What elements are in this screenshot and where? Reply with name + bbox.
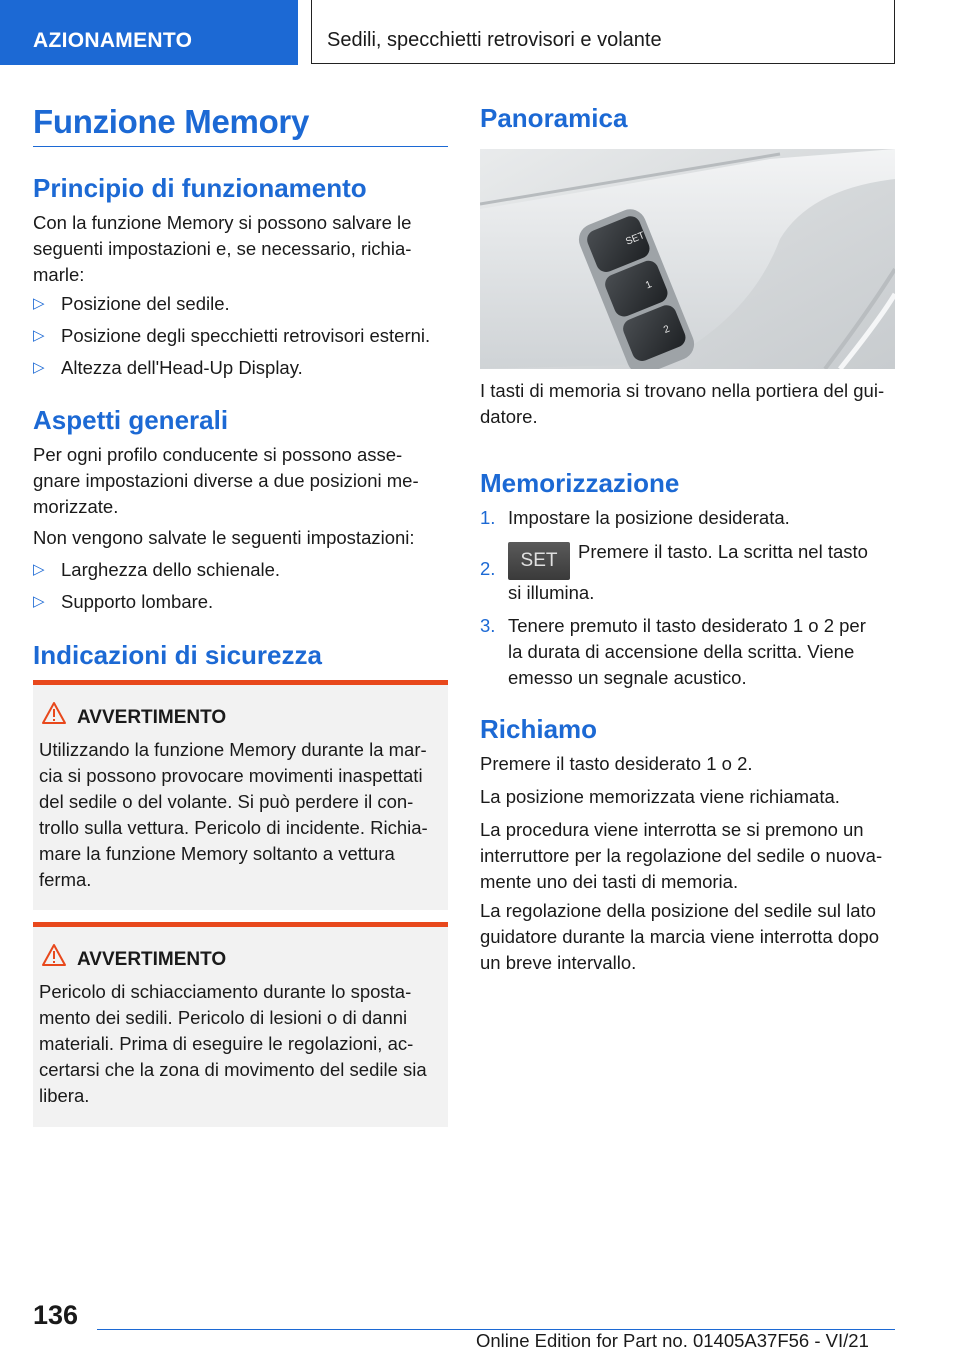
general-heading: Aspetti generali [33,405,229,435]
general-text [33,442,433,520]
warning-triangle-icon [41,943,67,967]
list-item-label: Posizione degli specchietti retrovisori esterni. [61,325,431,346]
recall3-line-1: La procedura viene interrotta se si premono un [480,819,864,840]
warning-box [33,922,448,1127]
recall-paragraph [480,817,895,895]
warning-title: AVVERTIMENTO [77,707,227,728]
photo-label-2: 2 [662,323,672,336]
step3-line-1: Tenere premuto il tasto desiderato 1 o 2 per [508,615,866,636]
step-text: Impostare la posizione desiderata. [508,507,790,528]
warning-triangle-icon [41,701,67,725]
edition-note: Online Edition for Part no. 01405A37F56 - VI/21 [476,1330,869,1351]
recall4-line-1: La regolazione della posizione del sedile sul lato [480,900,876,921]
overview-line-2: datore. [480,406,538,427]
warning-text [39,979,444,1109]
recall4-line-2: guidatore durante la marcia viene interrotta dopo [480,926,880,947]
recall-paragraph: Premere il tasto desiderato 1 o 2. [480,753,753,774]
step3-line-3: emesso un segnale acustico. [508,667,747,688]
recall-heading: Richiamo [480,714,598,744]
safety-heading: Indicazioni di sicurezza [33,640,322,670]
triangle-bullet-icon: ▷ [33,295,45,312]
principle-line-1: Con la funzione Memory si possono salvare le [33,212,412,233]
triangle-bullet-icon: ▷ [33,359,45,376]
general-line-2: gnare impostazioni diverse a due posizioni me- [33,470,419,491]
step-body [508,613,895,691]
list-item [33,557,448,583]
triangle-bullet-icon: ▷ [33,593,45,610]
general-line-1: Per ogni profilo conducente si possono asse- [33,444,403,465]
principle-line-3: marle: [33,264,85,285]
general-line-3: morizzate. [33,496,119,517]
w1-line-6: ferma. [39,869,92,890]
principle-text [33,210,433,288]
overview-line-1: I tasti di memoria si trovano nella portiera del gui- [480,380,885,401]
step-item [480,505,895,531]
photo-label-set: SET [624,230,647,248]
store-heading: Memorizzazione [480,468,680,498]
photo-label-1: 1 [644,279,654,292]
chapter-title: Sedili, specchietti retrovisori e volante [311,0,895,64]
w1-line-2: cia si possono provocare movimenti inaspettati [39,765,423,786]
overview-heading: Panoramica [480,103,628,133]
recall-paragraph [480,898,895,976]
list-item-label: Supporto lombare. [61,591,214,612]
w1-line-1: Utilizzando la funzione Memory durante la mar- [39,739,427,760]
triangle-bullet-icon: ▷ [33,561,45,578]
list-item [33,291,448,317]
w1-line-3: del sedile o del volante. Si può perdere il con- [39,791,414,812]
warning-title: AVVERTIMENTO [77,949,227,970]
step2-line-2: si illumina. [508,582,595,603]
w2-line-3: materiali. Prima di eseguire le regolazioni, ac- [39,1033,414,1054]
list-item-label: Altezza dell'Head-Up Display. [61,357,303,378]
step-item [480,613,895,693]
list-item [33,355,448,381]
principle-heading: Principio di funzionamento [33,173,367,203]
w2-line-1: Pericolo di schiacciamento durante lo sposta- [39,981,412,1002]
page-title: Funzione Memory [33,103,310,140]
principle-line-2: seguenti impostazioni e, se necessario, richia- [33,238,412,259]
list-item-label: Posizione del sedile. [61,293,230,314]
title-divider [33,146,448,147]
w2-line-2: mento dei sedili. Pericolo di lesioni o di danni [39,1007,408,1028]
recall3-line-3: mente uno dei tasti di memoria. [480,871,739,892]
not-saved-text: Non vengono salvate le seguenti impostazioni: [33,527,415,548]
triangle-bullet-icon: ▷ [33,327,45,344]
step-number: 3. [480,615,496,636]
list-item-label: Larghezza dello schienale. [61,559,281,580]
w2-line-4: certarsi che la zona di movimento del sedile sia [39,1059,427,1080]
step3-line-2: la durata di accensione della scritta. Viene [508,641,855,662]
w2-line-5: libera. [39,1085,90,1106]
recall3-line-2: interruttore per la regolazione del sedile o nuova- [480,845,883,866]
page-number: 136 [33,1300,79,1330]
recall-paragraph: La posizione memorizzata viene richiamata. [480,786,840,807]
warning-box [33,680,448,910]
step2-line-1: Premere il tasto. La scritta nel tasto [578,541,868,562]
w1-line-4: trollo sulla vettura. Pericolo di incidente. Richia- [39,817,428,838]
set-button-icon: SET [508,542,570,580]
step-number: 1. [480,507,496,528]
step-number: 2. [480,558,496,579]
section-tab: AZIONAMENTO [0,0,298,65]
list-item [33,589,448,615]
step-item [480,541,895,605]
memory-buttons-photo [480,149,895,369]
warning-text [39,737,444,893]
list-item [33,323,448,349]
step-body [508,539,895,606]
w1-line-5: mare la funzione Memory soltanto a vettura [39,843,395,864]
overview-text [480,378,895,430]
recall4-line-3: un breve intervallo. [480,952,637,973]
